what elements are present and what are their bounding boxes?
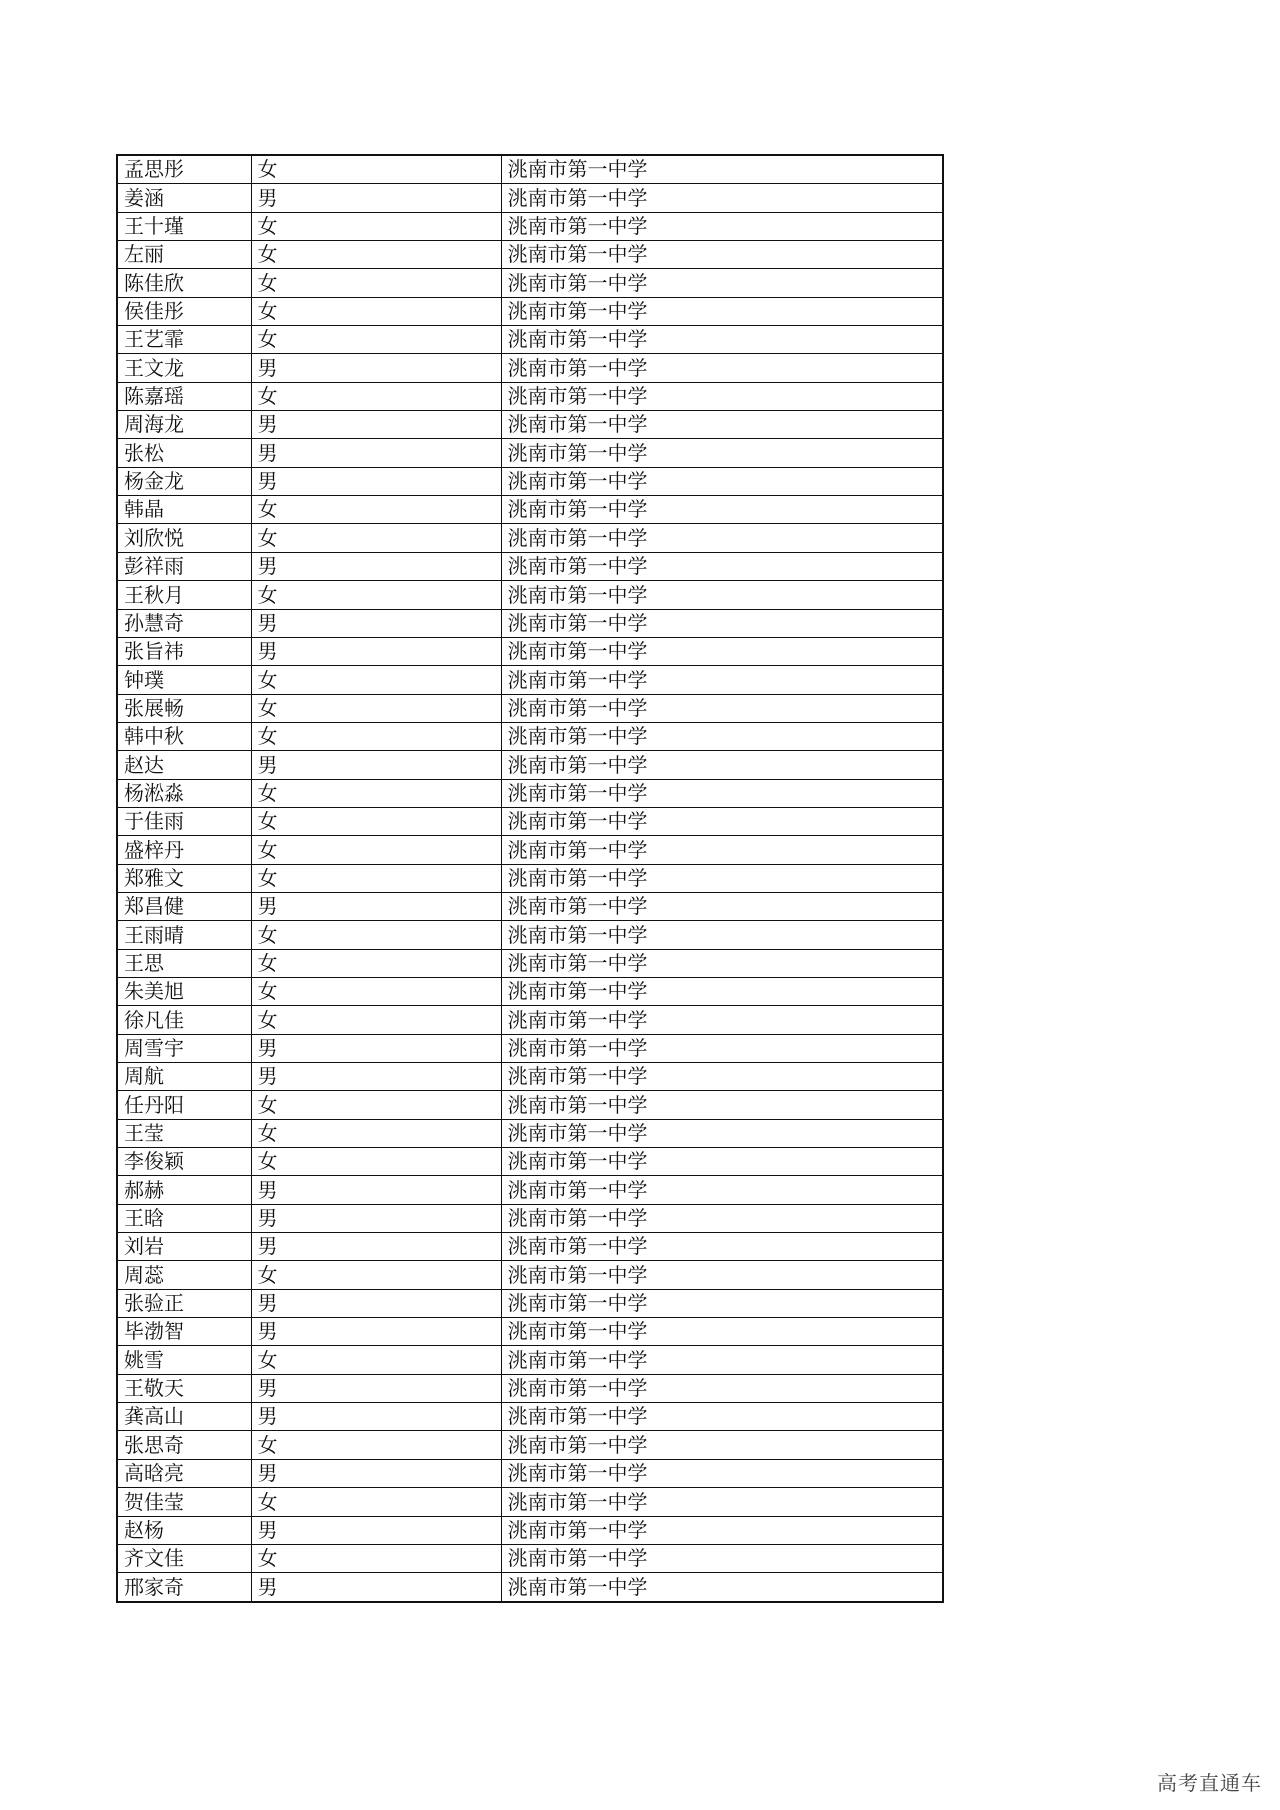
table-row (117, 807, 943, 835)
table-row (117, 1063, 943, 1091)
table-row (117, 212, 943, 240)
gender-cell: 男 (251, 637, 501, 665)
school-cell: 洮南市第一中学 (501, 382, 943, 410)
school-cell: 洮南市第一中学 (501, 637, 943, 665)
name-cell: 姚雪 (117, 1346, 251, 1374)
table-row (117, 864, 943, 892)
name-cell: 张展畅 (117, 694, 251, 722)
table-row (117, 467, 943, 495)
gender-cell: 女 (251, 155, 501, 184)
name-cell: 周蕊 (117, 1261, 251, 1289)
table-row (117, 779, 943, 807)
school-cell: 洮南市第一中学 (501, 1573, 943, 1602)
name-cell: 周海龙 (117, 411, 251, 439)
gender-cell: 男 (251, 411, 501, 439)
school-cell: 洮南市第一中学 (501, 666, 943, 694)
school-cell: 洮南市第一中学 (501, 1488, 943, 1516)
school-cell: 洮南市第一中学 (501, 722, 943, 750)
table-row (117, 1119, 943, 1147)
name-cell: 刘岩 (117, 1233, 251, 1261)
name-cell: 邢家奇 (117, 1573, 251, 1602)
table-row (117, 354, 943, 382)
gender-cell: 女 (251, 977, 501, 1005)
table-row (117, 297, 943, 325)
table-row (117, 609, 943, 637)
gender-cell: 男 (251, 552, 501, 580)
table-row (117, 1006, 943, 1034)
name-cell: 盛梓丹 (117, 836, 251, 864)
table-row (117, 326, 943, 354)
school-cell: 洮南市第一中学 (501, 1063, 943, 1091)
name-cell: 郝赫 (117, 1176, 251, 1204)
table-row (117, 1148, 943, 1176)
school-cell: 洮南市第一中学 (501, 496, 943, 524)
table-row (117, 694, 943, 722)
table-row (117, 1544, 943, 1572)
gender-cell: 男 (251, 439, 501, 467)
school-cell: 洮南市第一中学 (501, 1403, 943, 1431)
name-cell: 张松 (117, 439, 251, 467)
name-cell: 王艺霏 (117, 326, 251, 354)
gender-cell: 女 (251, 666, 501, 694)
table-row (117, 496, 943, 524)
school-cell: 洮南市第一中学 (501, 864, 943, 892)
table-row (117, 552, 943, 580)
table-row (117, 1431, 943, 1459)
gender-cell: 女 (251, 836, 501, 864)
gender-cell: 男 (251, 1063, 501, 1091)
name-cell: 王敬天 (117, 1374, 251, 1402)
gender-cell: 女 (251, 496, 501, 524)
school-cell: 洮南市第一中学 (501, 751, 943, 779)
name-cell: 朱美旭 (117, 977, 251, 1005)
table-row (117, 382, 943, 410)
gender-cell: 男 (251, 1233, 501, 1261)
gender-cell: 男 (251, 892, 501, 920)
school-cell: 洮南市第一中学 (501, 1516, 943, 1544)
name-cell: 郑雅文 (117, 864, 251, 892)
gender-cell: 女 (251, 1261, 501, 1289)
table-row (117, 836, 943, 864)
school-cell: 洮南市第一中学 (501, 269, 943, 297)
table-row (117, 1346, 943, 1374)
name-cell: 陈佳欣 (117, 269, 251, 297)
name-cell: 赵杨 (117, 1516, 251, 1544)
school-cell: 洮南市第一中学 (501, 807, 943, 835)
name-cell: 彭祥雨 (117, 552, 251, 580)
school-cell: 洮南市第一中学 (501, 892, 943, 920)
name-cell: 徐凡佳 (117, 1006, 251, 1034)
table-row (117, 1403, 943, 1431)
gender-cell: 女 (251, 382, 501, 410)
table-row (117, 1261, 943, 1289)
school-cell: 洮南市第一中学 (501, 1233, 943, 1261)
school-cell: 洮南市第一中学 (501, 949, 943, 977)
school-cell: 洮南市第一中学 (501, 1091, 943, 1119)
name-cell: 齐文佳 (117, 1544, 251, 1572)
table-row (117, 439, 943, 467)
gender-cell: 男 (251, 1374, 501, 1402)
gender-cell: 女 (251, 921, 501, 949)
gender-cell: 男 (251, 184, 501, 212)
roster-body (117, 155, 943, 1602)
school-cell: 洮南市第一中学 (501, 1544, 943, 1572)
school-cell: 洮南市第一中学 (501, 1374, 943, 1402)
gender-cell: 女 (251, 1488, 501, 1516)
school-cell: 洮南市第一中学 (501, 297, 943, 325)
gender-cell: 男 (251, 751, 501, 779)
table-row (117, 1516, 943, 1544)
name-cell: 于佳雨 (117, 807, 251, 835)
school-cell: 洮南市第一中学 (501, 977, 943, 1005)
school-cell: 洮南市第一中学 (501, 354, 943, 382)
name-cell: 李俊颖 (117, 1148, 251, 1176)
school-cell: 洮南市第一中学 (501, 184, 943, 212)
table-row (117, 1459, 943, 1487)
name-cell: 侯佳彤 (117, 297, 251, 325)
table-row (117, 949, 943, 977)
gender-cell: 男 (251, 1034, 501, 1062)
name-cell: 高晗亮 (117, 1459, 251, 1487)
table-row (117, 269, 943, 297)
name-cell: 王十瑾 (117, 212, 251, 240)
table-row (117, 1374, 943, 1402)
name-cell: 王秋月 (117, 581, 251, 609)
school-cell: 洮南市第一中学 (501, 552, 943, 580)
name-cell: 钟璞 (117, 666, 251, 694)
name-cell: 杨金龙 (117, 467, 251, 495)
name-cell: 王晗 (117, 1204, 251, 1232)
gender-cell: 男 (251, 354, 501, 382)
gender-cell: 男 (251, 1289, 501, 1317)
watermark-text: 高考直通车 (1157, 1771, 1262, 1795)
gender-cell: 男 (251, 1176, 501, 1204)
gender-cell: 男 (251, 609, 501, 637)
name-cell: 张思奇 (117, 1431, 251, 1459)
school-cell: 洮南市第一中学 (501, 836, 943, 864)
school-cell: 洮南市第一中学 (501, 1204, 943, 1232)
gender-cell: 男 (251, 1204, 501, 1232)
school-cell: 洮南市第一中学 (501, 1318, 943, 1346)
school-cell: 洮南市第一中学 (501, 1176, 943, 1204)
school-cell: 洮南市第一中学 (501, 1034, 943, 1062)
table-row (117, 524, 943, 552)
gender-cell: 女 (251, 1091, 501, 1119)
name-cell: 刘欣悦 (117, 524, 251, 552)
name-cell: 张旨祎 (117, 637, 251, 665)
gender-cell: 女 (251, 779, 501, 807)
school-cell: 洮南市第一中学 (501, 1431, 943, 1459)
school-cell: 洮南市第一中学 (501, 609, 943, 637)
school-cell: 洮南市第一中学 (501, 326, 943, 354)
table-row (117, 722, 943, 750)
table-row (117, 892, 943, 920)
gender-cell: 男 (251, 1516, 501, 1544)
name-cell: 姜涵 (117, 184, 251, 212)
school-cell: 洮南市第一中学 (501, 779, 943, 807)
gender-cell: 女 (251, 1544, 501, 1572)
gender-cell: 女 (251, 694, 501, 722)
school-cell: 洮南市第一中学 (501, 1119, 943, 1147)
name-cell: 左丽 (117, 241, 251, 269)
school-cell: 洮南市第一中学 (501, 439, 943, 467)
table-row (117, 1091, 943, 1119)
gender-cell: 女 (251, 1431, 501, 1459)
name-cell: 周雪宇 (117, 1034, 251, 1062)
name-cell: 龚高山 (117, 1403, 251, 1431)
school-cell: 洮南市第一中学 (501, 921, 943, 949)
table-row (117, 751, 943, 779)
name-cell: 王莹 (117, 1119, 251, 1147)
table-row (117, 1204, 943, 1232)
table-row (117, 1573, 943, 1602)
table-row (117, 921, 943, 949)
table-row (117, 1233, 943, 1261)
table-row (117, 1289, 943, 1317)
name-cell: 杨淞淼 (117, 779, 251, 807)
table-row (117, 1488, 943, 1516)
name-cell: 郑昌健 (117, 892, 251, 920)
name-cell: 张验正 (117, 1289, 251, 1317)
school-cell: 洮南市第一中学 (501, 524, 943, 552)
gender-cell: 女 (251, 864, 501, 892)
name-cell: 赵达 (117, 751, 251, 779)
gender-cell: 男 (251, 1573, 501, 1602)
name-cell: 孟思彤 (117, 155, 251, 184)
school-cell: 洮南市第一中学 (501, 581, 943, 609)
school-cell: 洮南市第一中学 (501, 1459, 943, 1487)
gender-cell: 男 (251, 467, 501, 495)
name-cell: 王雨晴 (117, 921, 251, 949)
school-cell: 洮南市第一中学 (501, 1346, 943, 1374)
school-cell: 洮南市第一中学 (501, 1148, 943, 1176)
table-row (117, 411, 943, 439)
school-cell: 洮南市第一中学 (501, 694, 943, 722)
gender-cell: 女 (251, 1119, 501, 1147)
student-roster-table (116, 154, 944, 1603)
gender-cell: 女 (251, 807, 501, 835)
name-cell: 贺佳莹 (117, 1488, 251, 1516)
school-cell: 洮南市第一中学 (501, 467, 943, 495)
gender-cell: 女 (251, 241, 501, 269)
gender-cell: 男 (251, 1459, 501, 1487)
gender-cell: 男 (251, 1403, 501, 1431)
gender-cell: 女 (251, 1346, 501, 1374)
table-row (117, 637, 943, 665)
table-row (117, 1176, 943, 1204)
name-cell: 周航 (117, 1063, 251, 1091)
gender-cell: 女 (251, 297, 501, 325)
gender-cell: 女 (251, 326, 501, 354)
table-row (117, 184, 943, 212)
gender-cell: 女 (251, 722, 501, 750)
gender-cell: 女 (251, 1148, 501, 1176)
table-row (117, 241, 943, 269)
gender-cell: 女 (251, 949, 501, 977)
name-cell: 孙慧奇 (117, 609, 251, 637)
name-cell: 韩晶 (117, 496, 251, 524)
name-cell: 任丹阳 (117, 1091, 251, 1119)
table-row (117, 666, 943, 694)
school-cell: 洮南市第一中学 (501, 1289, 943, 1317)
school-cell: 洮南市第一中学 (501, 155, 943, 184)
table-row (117, 155, 943, 184)
gender-cell: 女 (251, 212, 501, 240)
table-row (117, 1318, 943, 1346)
school-cell: 洮南市第一中学 (501, 212, 943, 240)
name-cell: 毕渤智 (117, 1318, 251, 1346)
table-row (117, 1034, 943, 1062)
school-cell: 洮南市第一中学 (501, 1261, 943, 1289)
school-cell: 洮南市第一中学 (501, 1006, 943, 1034)
table-row (117, 581, 943, 609)
table-row (117, 977, 943, 1005)
name-cell: 陈嘉瑶 (117, 382, 251, 410)
gender-cell: 女 (251, 581, 501, 609)
gender-cell: 女 (251, 1006, 501, 1034)
gender-cell: 女 (251, 524, 501, 552)
gender-cell: 女 (251, 269, 501, 297)
school-cell: 洮南市第一中学 (501, 411, 943, 439)
name-cell: 韩中秋 (117, 722, 251, 750)
gender-cell: 男 (251, 1318, 501, 1346)
name-cell: 王思 (117, 949, 251, 977)
school-cell: 洮南市第一中学 (501, 241, 943, 269)
name-cell: 王文龙 (117, 354, 251, 382)
